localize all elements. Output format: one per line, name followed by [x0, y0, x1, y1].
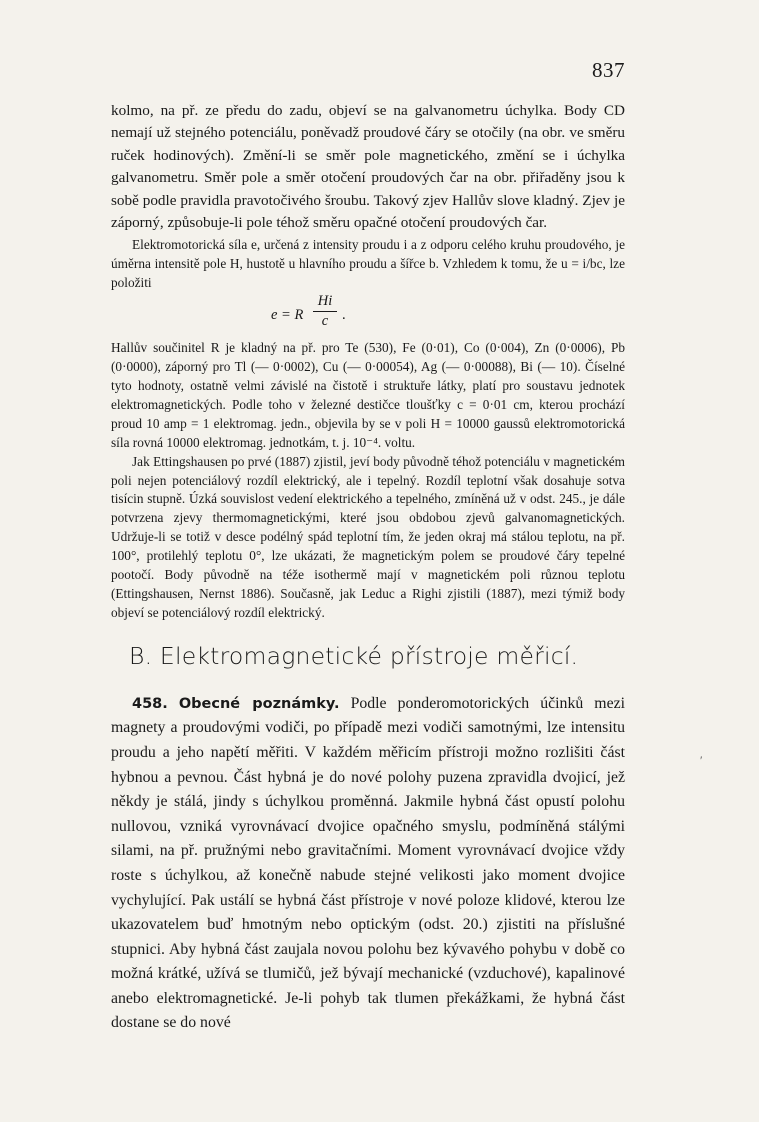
paragraph-hall-effect: kolmo, na př. ze předu do zadu, objeví se na galvanometru úchylka. Body CD nemají už stejného potenciálu, poněvadž proudové čáry se otočily (na obr. ve směru ruček hodinových). Změní-li se směr pole magnetického, změní se i úchylka galvanometru. Směr pole a směr otočení proudových čar na obr. přiřaděny jsou k sobě podle pravidla pravotočivého šroubu. Takový zjev Hallův slove kladný. Zjev je záporný, způsobuje-li pole téhož směru opačné otočení proudových čar. — [111, 102, 625, 232]
paragraph-hall-coefficient: Hallův součinitel R je kladný na př. pro Te (530), Fe (0·01), Co (0·004), Zn (0·0006), Pb (0·0000), záporný pro Tl (— 0·0002), Cu (— 0·00054), Ag (— 0·00088), Bi (— 10). Číselné tyto hodnoty, ostatně velmi závislé na čistotě i struktuře látky, platí pro soustavu jednotek elektromagnetických. Podle toho v železné destičce tloušťky c = 0·01 cm, kterou prochází proud 10 amp = 1 elektromag. jedn., objevila by se v poli H = 10000 gaussů elektromotorická síla rovná 10000 elektromag. jednotkám, t. j. 10⁻⁴. voltu. — [111, 340, 625, 450]
formula-lhs: e = R — [271, 307, 304, 324]
page-body — [111, 100, 625, 1036]
subsection-number: 458. — [132, 695, 168, 712]
formula-numerator: Hi — [317, 293, 333, 310]
margin-mark: ′ — [700, 753, 703, 767]
formula-hall — [111, 293, 625, 339]
section-heading: B. Elektromagnetické přístroje měřicí. — [129, 641, 579, 670]
subsection-title: Obecné poznámky. — [178, 695, 340, 712]
formula-denominator: c — [321, 313, 329, 330]
formula-fraction — [313, 293, 337, 330]
formula-end: . — [342, 307, 346, 324]
paragraph-general-remarks — [111, 692, 625, 1036]
fraction-bar — [313, 311, 337, 312]
page-number: 837 — [592, 58, 625, 82]
subsection-text: Podle ponderomotorických účinků mezi magnety a proudovými vodiči, po případě mezi vodiči samotnými, lze intensitu proudu a jeho napětí měřiti. V každém měřicím přístroji možno rozlišiti část hybnou a pevnou. Část hybná je do nové polohy puzena zpravidla dvojicí, jež někdy je stálá, jindy s úchylkou proměnná. Jakmile hybná část opustí polohu nullovou, vzniká vyrovnávací dvojice opačného smyslu, podmíněná stálými silami, na př. pružnými nebo gravitačními. Moment vyrovnávací dvojice vždy roste s úchylkou, až konečně nabude stejné velikosti jako moment dvojice vychylující. Pak ustálí se hybná část přístroje v nové poloze klidové, kterou lze ukazovatelem buď hmotným nebo optickým (odst. 20.) zjistiti na příslušné stupnici. Aby hybná část zaujala novou polohu bez kývavého pohybu v době co možná krátké, užívá se tlumičů, jež bývají mechanické (vzduchové), kapalinové anebo elektromagnetické. Je-li pohyb tak tlumen překážkami, že hybná část dostane se do nové — [111, 694, 625, 1032]
paragraph-thermomagnetic: Jak Ettingshausen po prvé (1887) zjistil, jeví body původně téhož potenciálu v magnetickém poli nejen potenciálový rozdíl elektrický, ale i tepelný. Rozdíl teplotní však dosahuje sotva tisícin stupně. Úzká souvislost vedení elektrického a tepelného, zmíněná už v odst. 245., je dále potvrzena zjevy thermomagnetickými, které jsou obdobou zjevů galvanomagnetických. Udržuje-li se totiž v desce podélný spád teplotní tím, že jeden okraj má stálou teplotu, na př. 100°, protilehlý teplotu 0°, lze ukázati, že magnetickým polem se proudové čáry tepelné pootočí. Body původně na téže isothermě mají v magnetickém poli různou teplotu (Ettingshausen, Nernst 1886). Současně, jak Leduc a Righi zjistili (1887), mezi týmiž body objeví se potenciálový rozdíl elektrický. — [111, 453, 625, 620]
paragraph-emf: Elektromotorická síla e, určená z intensity proudu i a z odporu celého kruhu proudového, je úměrna intensitě pole H, hustotě u hlavního proudu a šířce b. Vzhledem k tomu, že u = i/bc, lze položiti — [111, 237, 625, 291]
